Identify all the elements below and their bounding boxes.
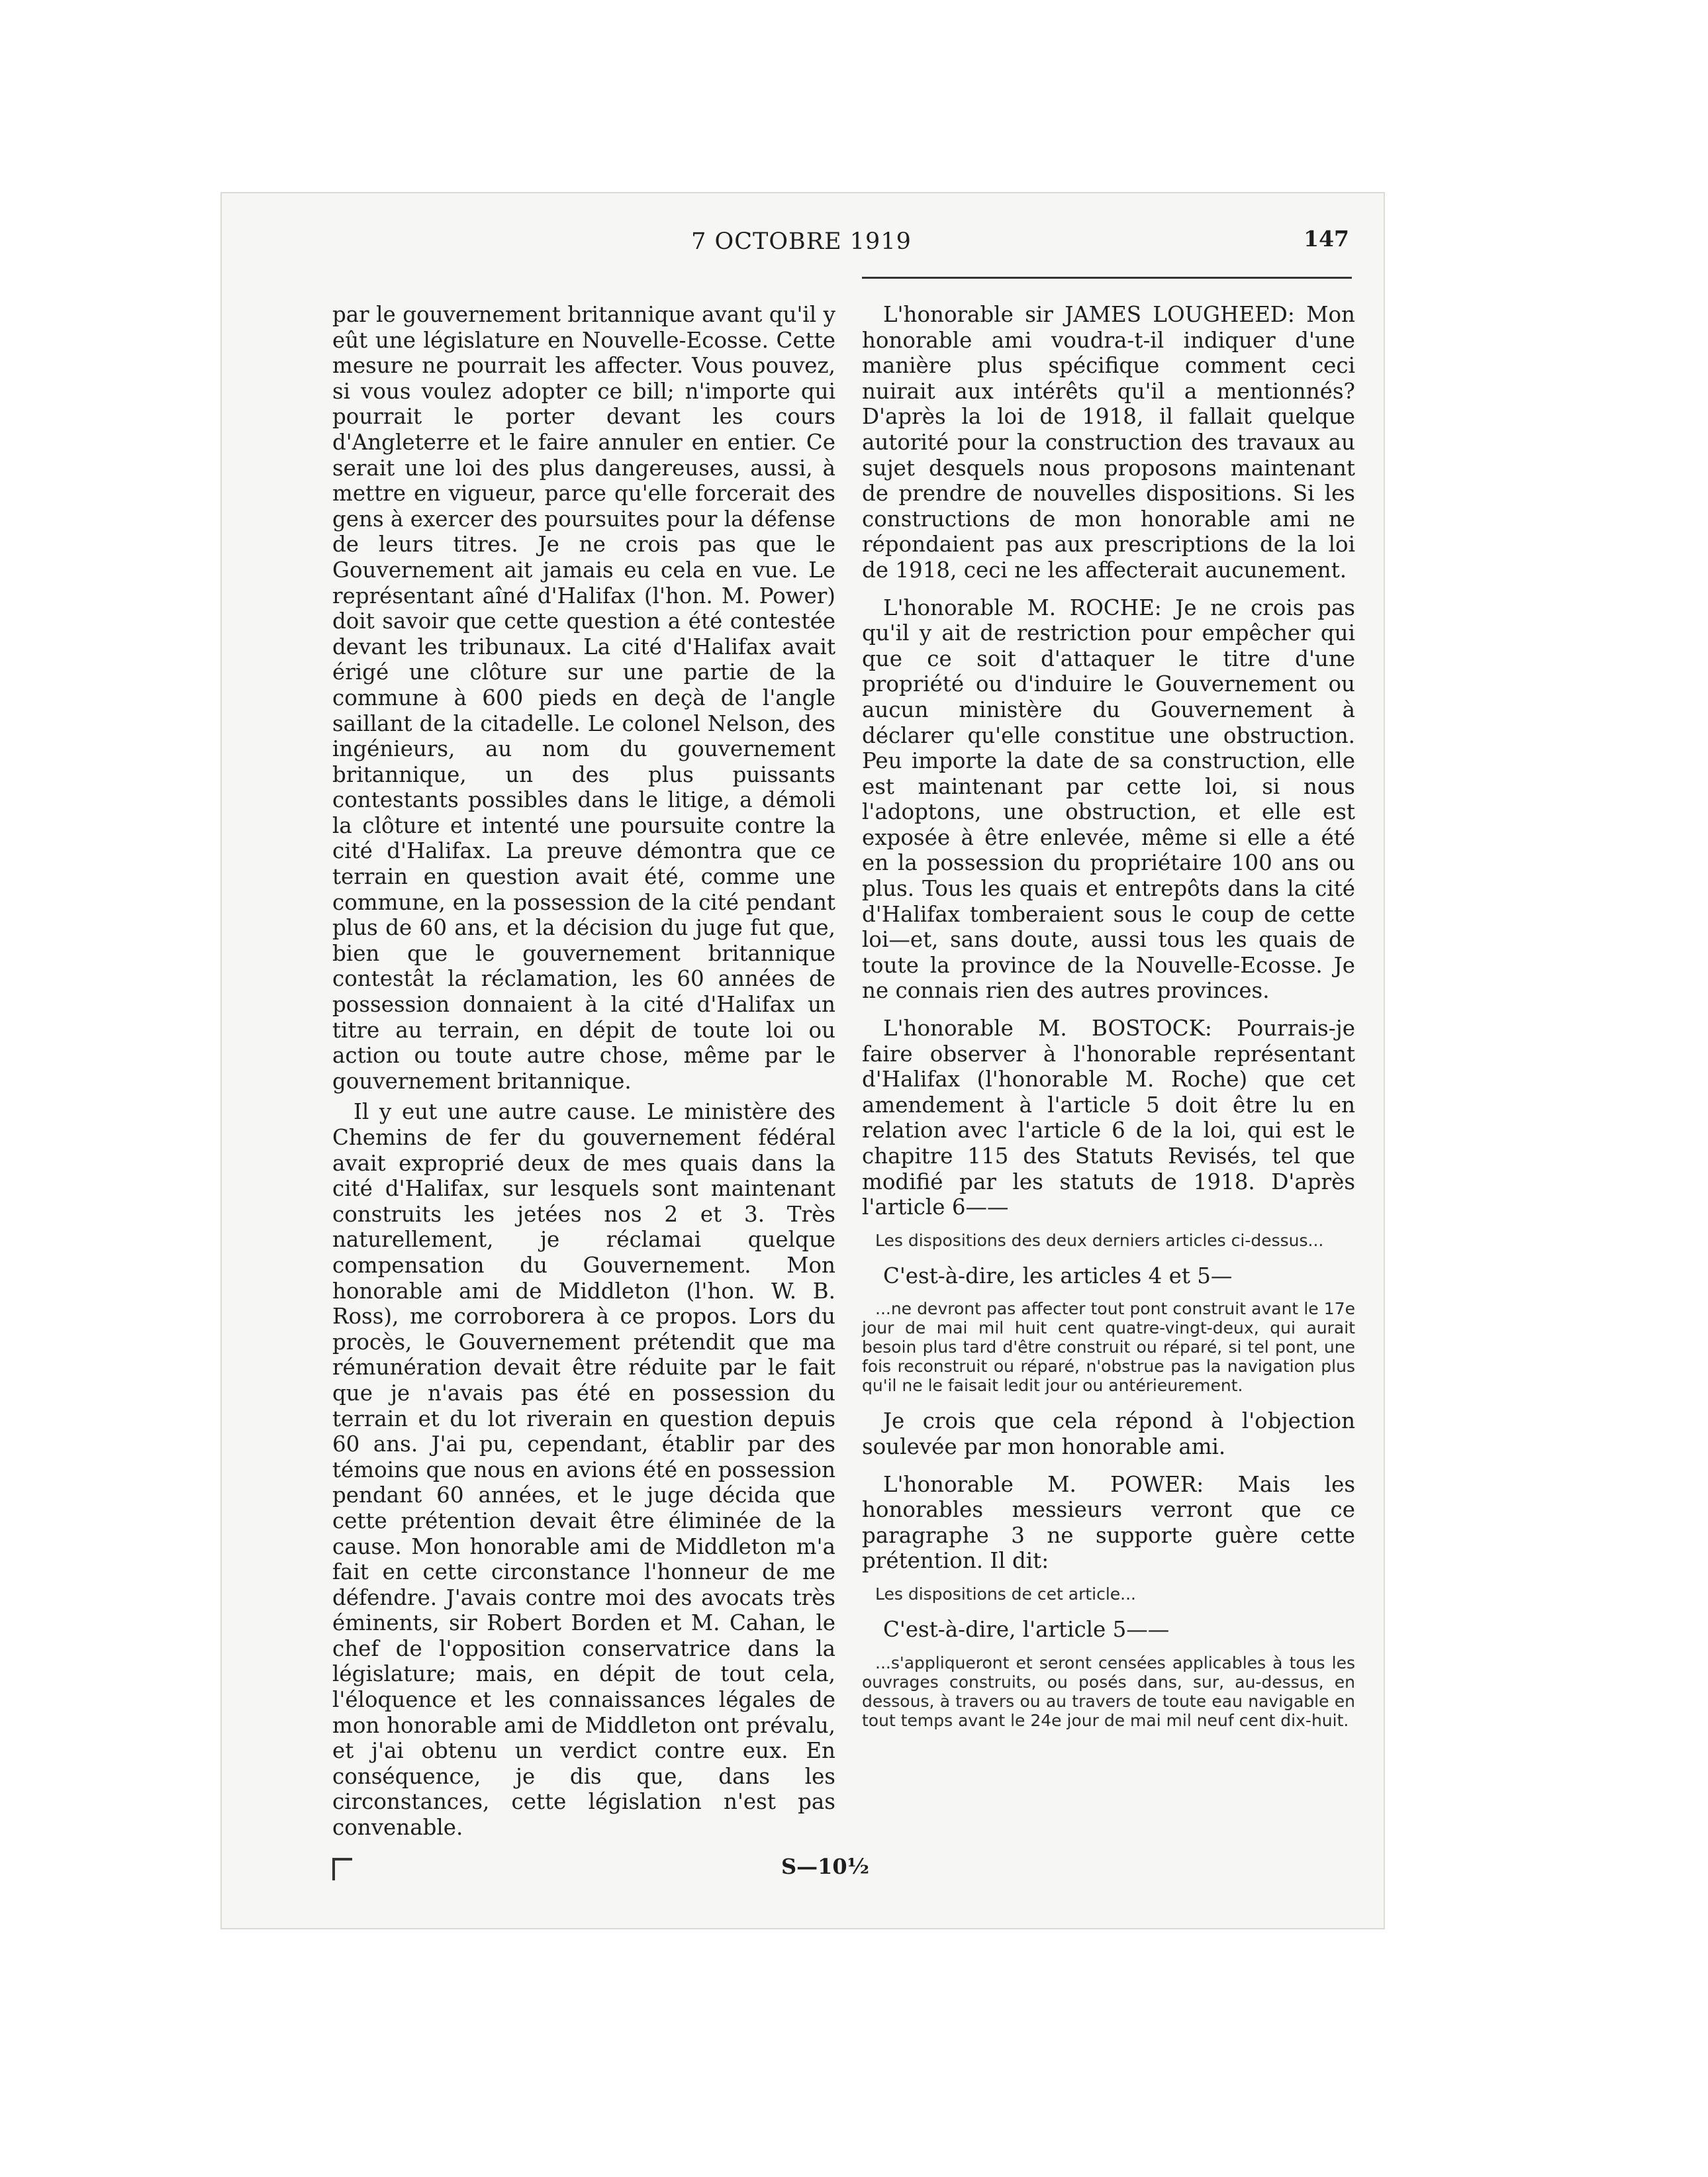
right-column xyxy=(862,302,1355,1743)
statute-quote: ...ne devront pas affecter tout pont construit avant le 17e jour de mai mil huit cent quatre-vingt-deux, qui aurait besoin plus tard d'être construit ou réparé, si tel pont, une fois reconstruit ou réparé, n'obstrue pas la navigation plus qu'il ne le faisait ledit jour ou antérieurement. xyxy=(862,1299,1355,1396)
printer-mark xyxy=(332,1858,352,1880)
paragraph: L'honorable M. BOSTOCK: Pourrais-je faire observer à l'honorable représentant d'Halifax (l'honorable M. Roche) que cet amendement à l'article 5 doit être lu en relation avec l'article 6 de la loi, qui est le chapitre 115 des Statuts Revisés, tel que modifié par les statuts de 1918. D'après l'article 6—— xyxy=(862,1016,1355,1220)
statute-quote: Les dispositions des deux derniers articles ci-dessus... xyxy=(875,1230,1324,1250)
page-number: 147 xyxy=(1304,226,1349,252)
paragraph: Il y eut une autre cause. Le ministère des Chemins de fer du gouvernement fédéral avait exproprié deux de mes quais dans la cité d'Halifax, sur lesquels sont maintenant construits les jetées nos 2 et 3. Très naturellement, je réclamai quelque compensation du Gouvernement. Mon honorable ami de Middleton (l'hon. W. B. Ross), me corroborera à ce propos. Lors du procès, le Gouvernement prétendit que ma rémunération devait être réduite par le fait que je n'avais pas été en possession du terrain et du lot riverain en question depuis 60 ans. J'ai pu, cependant, établir par des témoins que nous en avions été en possession pendant 60 années, et le juge décida que cette prétention devait être éliminée de la cause. Mon honorable ami de Middleton m'a fait en cette circonstance l'honneur de me défendre. J'avais contre moi des avocats très éminents, sir Robert Borden et M. Cahan, le chef de l'opposition conservatrice dans la législature; mais, en dépit de tout cela, l'éloquence et les connaissances légales de mon honorable ami de Middleton ont prévalu, et j'ai obtenu un verdict contre eux. En conséquence, je dis que, dans les circonstances, cette législation n'est pas convenable. xyxy=(332,1099,835,1841)
header-rule xyxy=(862,277,1352,279)
page-date: 7 OCTOBRE 1919 xyxy=(691,228,912,255)
paragraph: L'honorable sir JAMES LOUGHEED: Mon honorable ami voudra-t-il indiquer d'une manière plus spécifique comment ceci nuirait aux intérêts qu'il a mentionnés? D'après la loi de 1918, il fallait quelque autorité pour la construction des travaux au sujet desquels nous proposons maintenant de prendre de nouvelles dispositions. Si les constructions de mon honorable ami ne répondaient pas aux prescriptions de la loi de 1918, ceci ne les affecterait aucunement. xyxy=(862,302,1355,583)
page-header xyxy=(220,228,1382,268)
paragraph: C'est-à-dire, les articles 4 et 5— xyxy=(883,1263,1233,1288)
paragraph: L'honorable M. ROCHE: Je ne crois pas qu'il y ait de restriction pour empêcher qui que ce soit d'attaquer le titre d'une propriété ou d'induire le Gouvernement ou aucun ministère du Gouvernement à déclarer qu'elle constitue une obstruction. Peu importe la date de sa construction, elle est maintenant par cette loi, si nous l'adoptons, une obstruction, et elle est exposée à être enlevée, même si elle a été en la possession du propriétaire 100 ans ou plus. Tous les quais et entrepôts dans la cité d'Halifax tomberaient sous le coup de cette loi—et, sans doute, aussi tous les quais de toute la province de la Nouvelle-Ecosse. Je ne connais rien des autres provinces. xyxy=(862,595,1355,1004)
statute-quote: ...s'appliqueront et seront censées applicables à tous les ouvrages construits, ou posés dans, sur, au-dessus, en dessous, à travers ou au travers de toute eau navigable en tout temps avant le 24e jour de mai mil neuf cent dix-huit. xyxy=(862,1653,1355,1730)
paragraph: Je crois que cela répond à l'objection soulevée par mon honorable ami. xyxy=(862,1408,1355,1459)
signature-mark: S—10½ xyxy=(781,1854,870,1879)
paragraph: C'est-à-dire, l'article 5—— xyxy=(883,1616,1170,1642)
paragraph: L'honorable M. POWER: Mais les honorables messieurs verront que ce paragraphe 3 ne supporte guère cette prétention. Il dit: xyxy=(862,1471,1355,1574)
paragraph: par le gouvernement britannique avant qu'il y eût une législature en Nouvelle-Ecosse. Cette mesure ne pourrait les affecter. Vous pouvez, si vous voulez adopter ce bill; n'importe qui pourrait le porter devant les cours d'Angleterre et le faire annuler en entier. Ce serait une loi des plus dangereuses, aussi, à mettre en vigueur, parce qu'elle forcerait des gens à exercer des poursuites pour la défense de leurs titres. Je ne crois pas que le Gouvernement ait jamais eu cela en vue. Le représentant aîné d'Halifax (l'hon. M. Power) doit savoir que cette question a été contestée devant les tribunaux. La cité d'Halifax avait érigé une clôture sur une partie de la commune à 600 pieds en deçà de l'angle saillant de la citadelle. Le colonel Nelson, des ingénieurs, au nom du gouvernement britannique, un des plus puissants contestants possibles dans le litige, a démoli la clôture et intenté une poursuite contre la cité d'Halifax. La preuve démontra que ce terrain en question avait été, comme une commune, en la possession de la cité pendant plus de 60 ans, et la décision du juge fut que, bien que le gouvernement britannique contestât la réclamation, les 60 années de possession donnaient à la cité d'Halifax un titre au terrain, en dépit de toute loi ou action ou toute autre chose, même par le gouvernement britannique. xyxy=(332,302,835,1094)
left-column xyxy=(332,302,835,1846)
statute-quote: Les dispositions de cet article... xyxy=(875,1584,1137,1604)
